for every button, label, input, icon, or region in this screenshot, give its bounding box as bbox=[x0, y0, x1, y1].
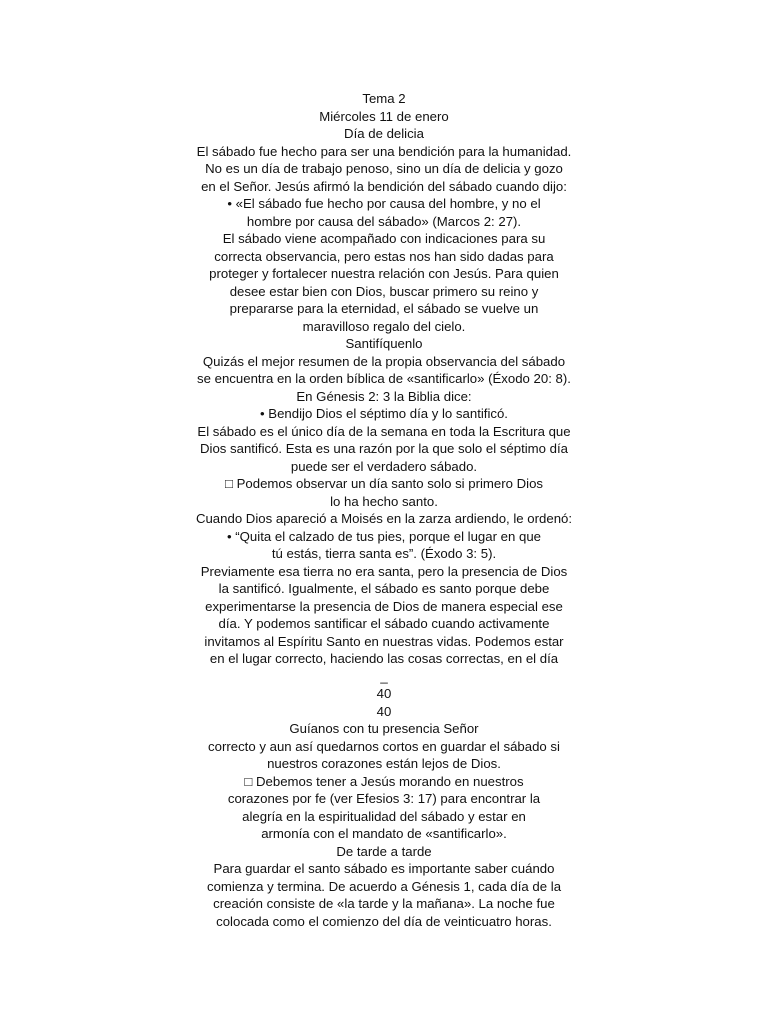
text-line: nuestros corazones están lejos de Dios. bbox=[267, 756, 501, 771]
highlight-point: lo ha hecho santo. bbox=[330, 493, 438, 509]
text-line: en el Señor. Jesús afirmó la bendición del sábado cuando dijo: bbox=[201, 178, 567, 194]
text-line: Cuando Dios apareció a Moisés en la zarza ardiendo, le ordenó: bbox=[195, 511, 573, 526]
topic-number: Tema 2 bbox=[362, 91, 406, 106]
text-line: experimentarse la presencia de Dios de manera especial ese bbox=[205, 598, 563, 614]
bullet-quote: • «El sábado fue hecho por causa del hombre, y no el bbox=[227, 196, 541, 211]
text-line: desee estar bien con Dios, buscar primero su reino y bbox=[229, 283, 539, 299]
text-line: maravilloso regalo del cielo. bbox=[302, 318, 466, 334]
bullet-quote: • “Quita el calzado de tus pies, porque el lugar en que bbox=[227, 528, 541, 544]
text-line: El sábado fue hecho para ser una bendición para la humanidad. bbox=[196, 143, 572, 159]
page-number: 40 bbox=[376, 703, 392, 719]
section-heading: Santifíquenlo bbox=[345, 336, 423, 351]
text-line: invitamos al Espíritu Santo en nuestras vidas. Podemos estar bbox=[204, 633, 564, 649]
text-line: se encuentra en la orden bíblica de «santificarlo» (Éxodo 20: 8). bbox=[197, 371, 571, 386]
highlight-point: □ Debemos tener a Jesús morando en nuestros bbox=[244, 773, 524, 789]
highlight-point: alegría en la espiritualidad del sábado y estar en bbox=[242, 808, 526, 824]
bullet-quote: hombre por causa del sábado» (Marcos 2: 27). bbox=[246, 213, 522, 229]
text-line: correcta observancia, pero estas nos han sido dadas para bbox=[214, 248, 554, 264]
text-line: colocada como el comienzo del día de veinticuatro horas. bbox=[216, 913, 552, 929]
running-header: Guíanos con tu presencia Señor bbox=[289, 721, 479, 736]
document-page bbox=[0, 90, 768, 930]
date-line: Miércoles 11 de enero bbox=[319, 108, 449, 124]
text-line: puede ser el verdadero sábado. bbox=[290, 458, 478, 474]
text-line: En Génesis 2: 3 la Biblia dice: bbox=[296, 388, 472, 404]
text-line: creación consiste de «la tarde y la mañana». La noche fue bbox=[213, 896, 555, 911]
text-line: El sábado es el único día de la semana en toda la Escritura que bbox=[197, 423, 571, 439]
text-line: Dios santificó. Esta es una razón por la que solo el séptimo día bbox=[200, 441, 568, 456]
separator-mark: _ bbox=[380, 668, 388, 684]
text-line: prepararse para la eternidad, el sábado se vuelve un bbox=[229, 301, 539, 316]
page-number: 40 bbox=[376, 686, 392, 701]
highlight-point: corazones por fe (ver Efesios 3: 17) para encontrar la bbox=[227, 791, 541, 806]
text-line: No es un día de trabajo penoso, sino un día de delicia y gozo bbox=[205, 161, 563, 176]
bullet-quote: tú estás, tierra santa es”. (Éxodo 3: 5). bbox=[271, 546, 497, 561]
text-line: correcto y aun así quedarnos cortos en guardar el sábado si bbox=[208, 738, 560, 754]
text-line: El sábado viene acompañado con indicaciones para su bbox=[222, 231, 546, 246]
text-line: en el lugar correcto, haciendo las cosas correctas, en el día bbox=[209, 651, 559, 666]
text-line: Para guardar el santo sábado es importante saber cuándo bbox=[213, 861, 555, 876]
text-line: comienza y termina. De acuerdo a Génesis 1, cada día de la bbox=[206, 878, 562, 894]
text-line: Quizás el mejor resumen de la propia observancia del sábado bbox=[202, 353, 566, 369]
text-line: proteger y fortalecer nuestra relación con Jesús. Para quien bbox=[209, 266, 559, 281]
bullet-quote: • Bendijo Dios el séptimo día y lo santificó. bbox=[260, 406, 508, 421]
text-line: día. Y podemos santificar el sábado cuando activamente bbox=[218, 616, 550, 631]
highlight-point: armonía con el mandato de «santificarlo». bbox=[261, 826, 507, 841]
text-line: la santificó. Igualmente, el sábado es santo porque debe bbox=[218, 581, 550, 596]
section-heading: De tarde a tarde bbox=[336, 843, 432, 859]
highlight-point: □ Podemos observar un día santo solo si primero Dios bbox=[224, 476, 544, 491]
lesson-title: Día de delicia bbox=[344, 126, 424, 141]
text-line: Previamente esa tierra no era santa, pero la presencia de Dios bbox=[200, 563, 568, 579]
